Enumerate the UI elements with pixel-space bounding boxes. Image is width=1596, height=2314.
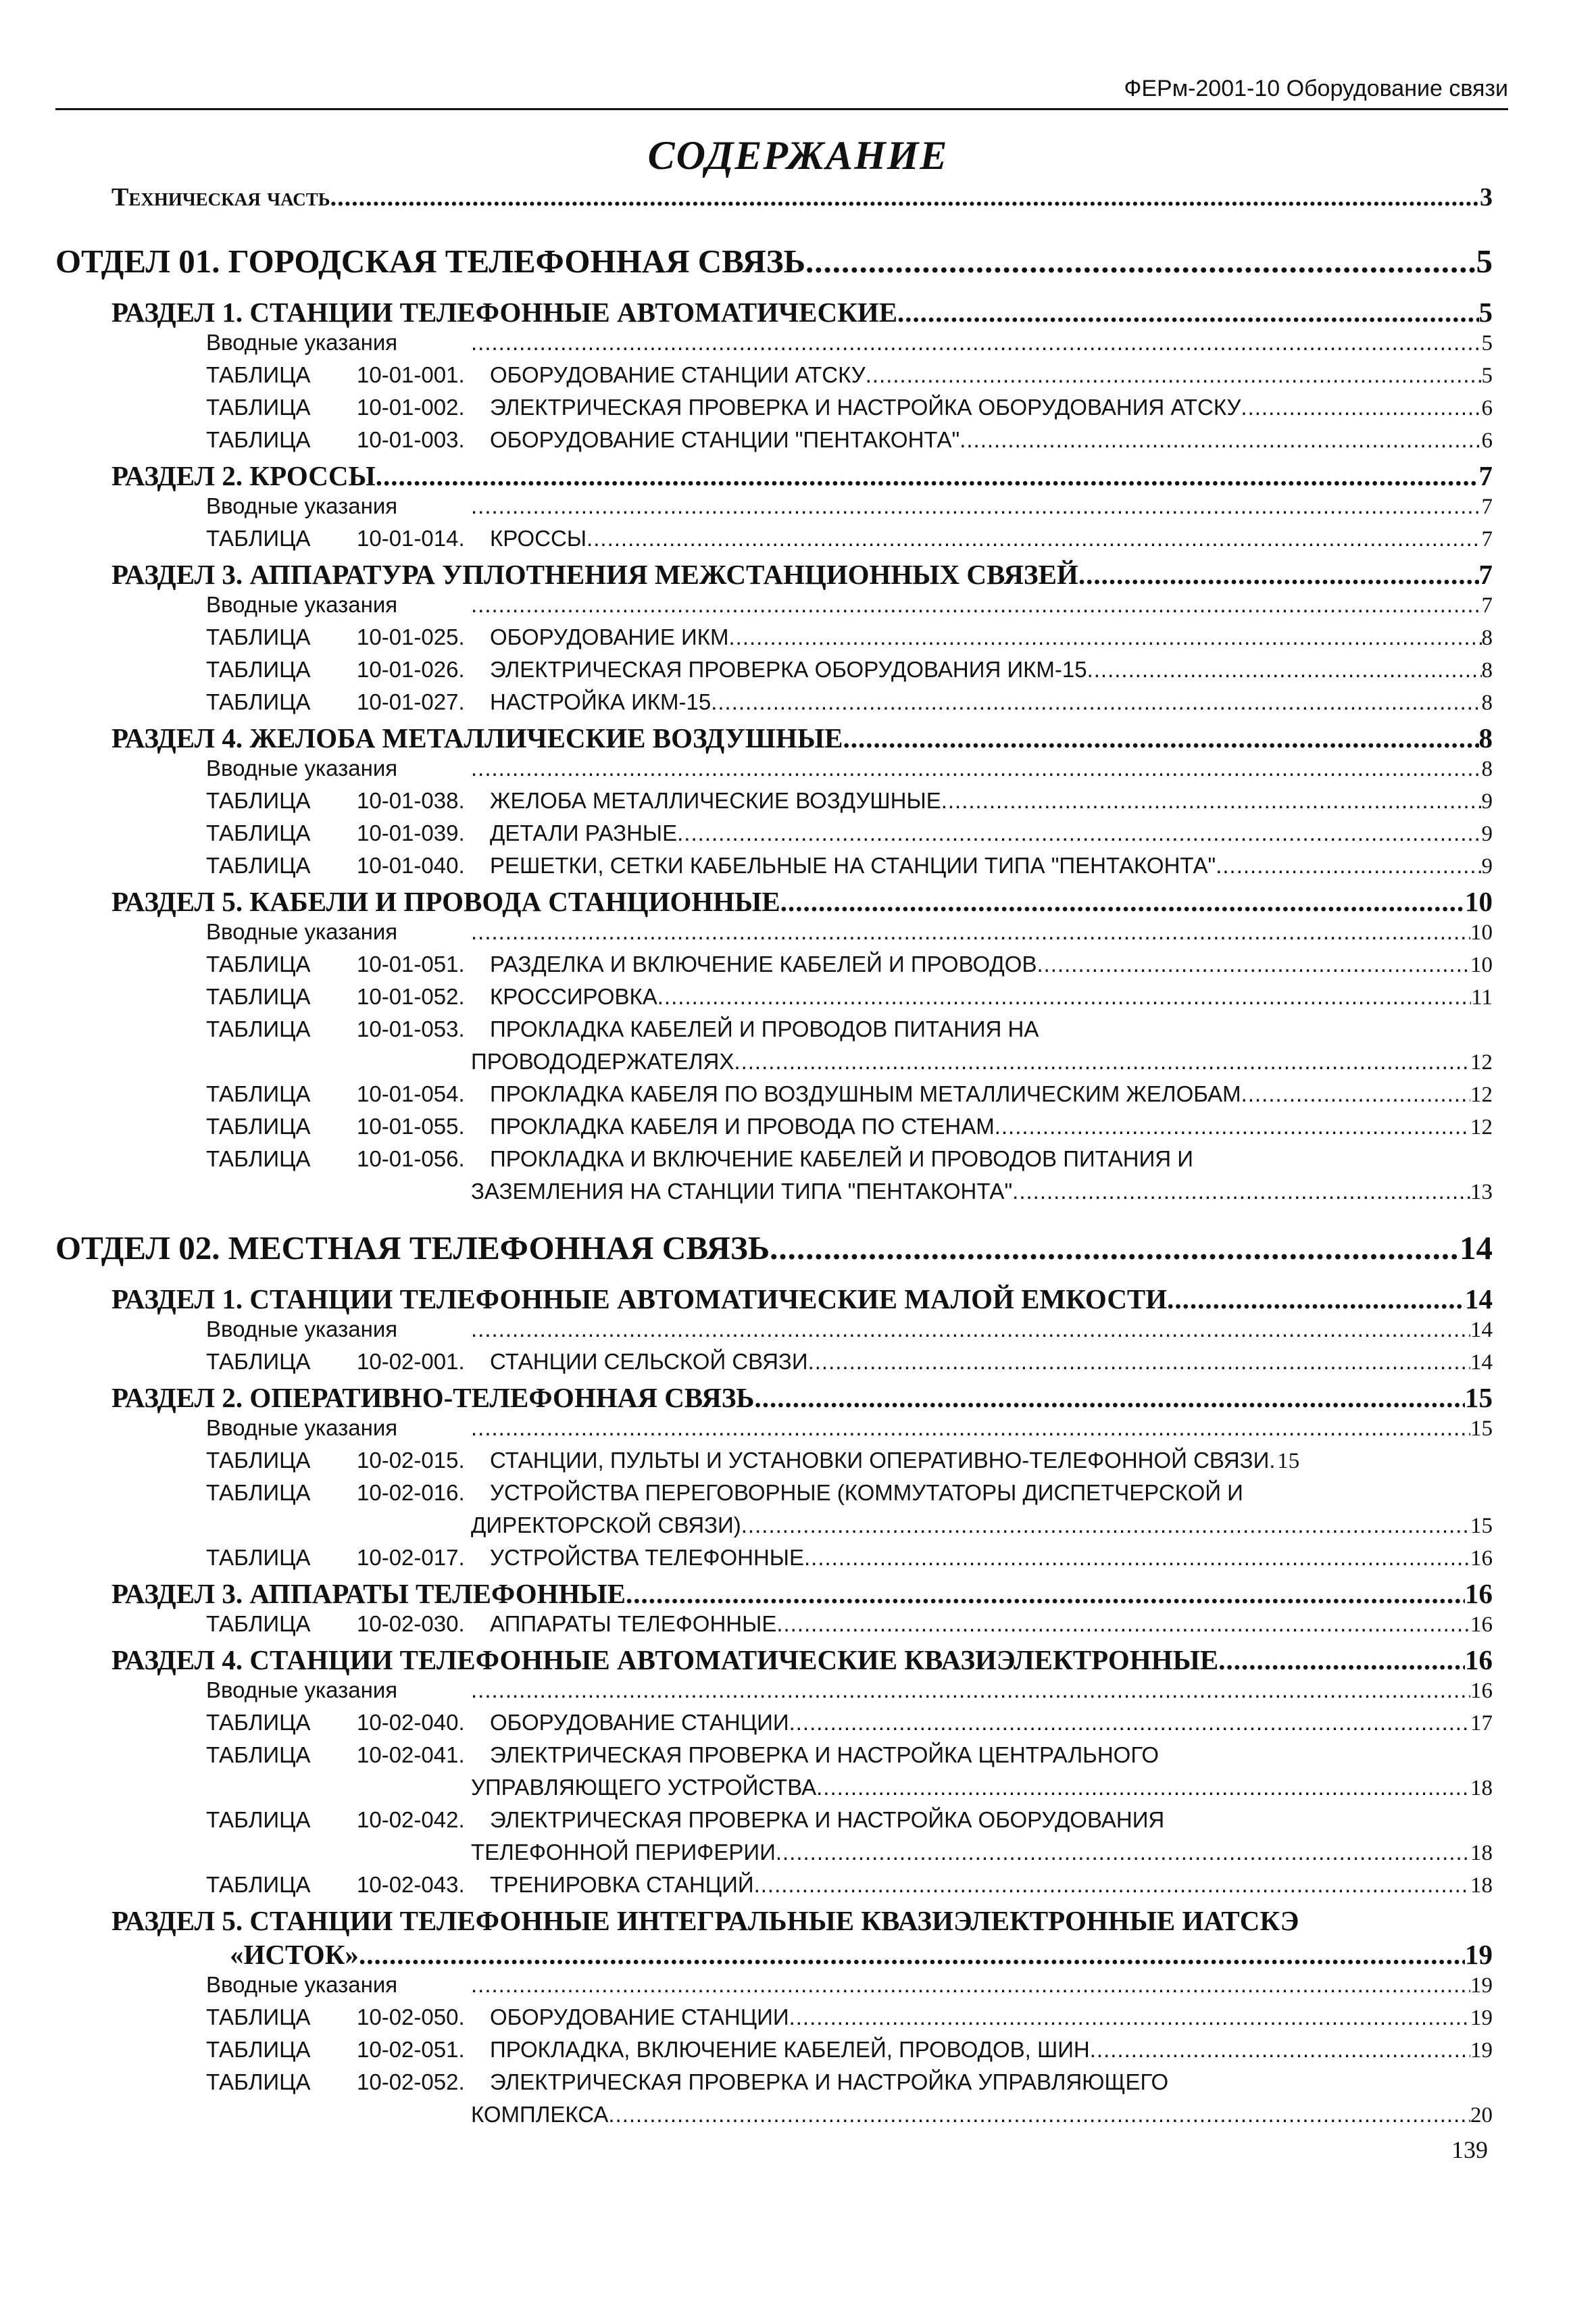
toc-page: 15	[1470, 1514, 1493, 1538]
toc-entry-continuation[interactable]	[471, 1775, 1493, 1807]
toc-page: 16	[1465, 1644, 1493, 1675]
toc-label: Вводные указания	[206, 493, 398, 518]
toc-page: 15	[1465, 1382, 1493, 1413]
toc-label: СТАНЦИИ, ПУЛЬТЫ И УСТАНОВКИ ОПЕРАТИВНО-ТЕЛЕФОННОЙ СВЯЗИ	[490, 1448, 1270, 1473]
toc-label: ОБОРУДОВАНИЕ СТАНЦИИ АТСКУ	[490, 362, 866, 387]
header-rule	[55, 108, 1508, 110]
toc-page: 5	[1476, 243, 1493, 280]
toc-razdel[interactable]	[111, 1644, 1493, 1677]
toc-entry-continuation[interactable]	[471, 2102, 1493, 2134]
toc-table-word: ТАБЛИЦА	[206, 1081, 311, 1106]
toc-label: ЭЛЕКТРИЧЕСКАЯ ПРОВЕРКА ОБОРУДОВАНИЯ ИКМ-15	[490, 657, 1087, 682]
leader-dots	[804, 1545, 1470, 1571]
toc-entry[interactable]	[206, 1742, 1493, 1775]
toc-page: 19	[1470, 2038, 1493, 2063]
toc-entry[interactable]	[206, 493, 1493, 526]
leader-dots	[376, 460, 1479, 492]
toc-table-number: 10-02-015.	[357, 1448, 465, 1473]
toc-page: 14	[1465, 1283, 1493, 1314]
toc-label: КРОССЫ	[490, 526, 587, 551]
toc-table-number: 10-01-054.	[357, 1081, 465, 1106]
toc-page: 8	[1481, 658, 1493, 683]
toc-table-word: ТАБЛИЦА	[206, 1545, 311, 1570]
toc-page: 7	[1481, 495, 1493, 519]
toc-entry[interactable]	[206, 756, 1493, 788]
toc-entry[interactable]	[206, 592, 1493, 624]
toc-entry[interactable]	[206, 395, 1493, 427]
toc-page: 7	[1481, 527, 1493, 551]
toc-entry[interactable]	[206, 1611, 1493, 1644]
toc-label: ДИРЕКТОРСКОЙ СВЯЗИ)	[471, 1512, 741, 1537]
toc-label: Вводные указания	[206, 592, 398, 617]
toc-table-word: ТАБЛИЦА	[206, 853, 311, 878]
toc-table-word: ТАБЛИЦА	[206, 395, 311, 420]
toc-label: ОБОРУДОВАНИЕ СТАНЦИИ "ПЕНТАКОНТА"	[490, 427, 960, 452]
toc-page: 14	[1470, 1350, 1493, 1375]
toc-label: «ИСТОК»	[230, 1939, 359, 1970]
toc-razdel-continuation[interactable]	[111, 1938, 1493, 1972]
toc-table-word: ТАБЛИЦА	[206, 1710, 311, 1735]
toc-label: РАЗДЕЛ 1. СТАНЦИИ ТЕЛЕФОННЫЕ АВТОМАТИЧЕСКИЕ МАЛОЙ ЕМКОСТИ	[111, 1283, 1168, 1314]
toc-label: РАЗДЕЛ 4. ЖЕЛОБА МЕТАЛЛИЧЕСКИЕ ВОЗДУШНЫЕ	[111, 722, 843, 754]
toc-entry[interactable]	[206, 984, 1493, 1016]
toc-page: 12	[1470, 1083, 1493, 1107]
leader-dots	[776, 1840, 1470, 1865]
toc-table-word: ТАБЛИЦА	[206, 984, 311, 1009]
toc-table-number: 10-01-039.	[357, 820, 465, 845]
toc-table-number: 10-02-016.	[357, 1480, 465, 1505]
toc-entry[interactable]	[206, 919, 1493, 952]
leader-dots	[657, 984, 1471, 1010]
toc-label: РАЗДЕЛ 5. СТАНЦИИ ТЕЛЕФОННЫЕ ИНТЕГРАЛЬНЫЕ КВАЗИЭЛЕКТРОННЫЕ ИАТСКЭ	[111, 1905, 1299, 1936]
toc-razdel[interactable]	[111, 885, 1493, 919]
toc-label: РАЗДЕЛ 1. СТАНЦИИ ТЕЛЕФОННЫЕ АВТОМАТИЧЕСКИЕ	[111, 297, 898, 328]
toc-label: Вводные указания	[206, 330, 398, 355]
toc-page: 16	[1470, 1679, 1493, 1703]
toc-entry-continuation[interactable]	[471, 1049, 1493, 1081]
toc-page: 11	[1471, 985, 1493, 1010]
table-of-contents	[0, 177, 1596, 2134]
toc-razdel[interactable]	[111, 558, 1493, 592]
leader-dots	[1037, 952, 1470, 977]
toc-page: 5	[1481, 331, 1493, 355]
toc-entry[interactable]	[206, 1807, 1493, 1840]
leader-dots	[995, 1114, 1470, 1139]
leader-dots	[330, 182, 1480, 212]
toc-table-word: ТАБЛИЦА	[206, 2004, 311, 2029]
leader-dots	[626, 1577, 1465, 1610]
toc-entry[interactable]	[206, 526, 1493, 558]
toc-entry-continuation[interactable]	[471, 1179, 1493, 1211]
toc-table-number: 10-01-055.	[357, 1114, 465, 1139]
toc-table-word: ТАБЛИЦА	[206, 2069, 311, 2094]
toc-page: 3	[1480, 183, 1493, 212]
leader-dots	[780, 885, 1465, 918]
toc-label: РАЗДЕЛ 3. АППАРАТУРА УПЛОТНЕНИЯ МЕЖСТАНЦИОННЫХ СВЯЗЕЙ	[111, 559, 1078, 590]
toc-label: НАСТРОЙКА ИКМ-15	[490, 689, 712, 714]
toc-page: 10	[1465, 886, 1493, 917]
toc-entry[interactable]	[206, 1081, 1493, 1114]
toc-table-number: 10-01-001.	[357, 362, 465, 387]
leader-dots	[1269, 1448, 1277, 1473]
leader-dots	[1218, 1644, 1465, 1676]
leader-dots	[843, 722, 1478, 754]
toc-label: ОБОРУДОВАНИЕ СТАНЦИИ	[490, 2004, 789, 2029]
toc-entry[interactable]	[206, 427, 1493, 460]
toc-entry[interactable]	[206, 1677, 1493, 1710]
toc-table-word: ТАБЛИЦА	[206, 952, 311, 977]
toc-page: 9	[1481, 854, 1493, 879]
toc-page: 15	[1277, 1449, 1300, 1473]
toc-entry[interactable]	[206, 1710, 1493, 1742]
toc-razdel[interactable]	[111, 296, 1493, 330]
toc-page: 8	[1478, 722, 1493, 754]
toc-page: 7	[1478, 559, 1493, 590]
leader-dots	[754, 1872, 1470, 1898]
toc-entry[interactable]	[206, 1114, 1493, 1146]
toc-table-word: ТАБЛИЦА	[206, 1611, 311, 1636]
page-title: СОДЕРЖАНИЕ	[647, 133, 949, 178]
toc-table-word: ТАБЛИЦА	[206, 1480, 311, 1505]
toc-page: 19	[1470, 1973, 1493, 1998]
toc-table-word: ТАБЛИЦА	[206, 1448, 311, 1473]
toc-label: Вводные указания	[206, 1316, 398, 1341]
toc-table-word: ТАБЛИЦА	[206, 657, 311, 682]
leader-dots	[770, 1229, 1460, 1267]
toc-entry[interactable]	[206, 1316, 1493, 1349]
leader-dots	[471, 919, 1470, 945]
toc-label: УСТРОЙСТВА ТЕЛЕФОННЫЕ	[490, 1545, 804, 1570]
toc-label: ПРОКЛАДКА И ВКЛЮЧЕНИЕ КАБЕЛЕЙ И ПРОВОДОВ ПИТАНИЯ И	[490, 1146, 1194, 1171]
leader-dots	[608, 2102, 1470, 2127]
toc-label: РАЗДЕЛКА И ВКЛЮЧЕНИЕ КАБЕЛЕЙ И ПРОВОДОВ	[490, 952, 1037, 977]
toc-table-word: ТАБЛИЦА	[206, 2037, 311, 2062]
toc-label: ОБОРУДОВАНИЕ ИКМ	[490, 624, 729, 649]
toc-table-word: ТАБЛИЦА	[206, 689, 311, 714]
toc-otdel-01[interactable]	[55, 242, 1493, 296]
toc-table-number: 10-02-051.	[357, 2037, 465, 2062]
toc-table-number: 10-02-042.	[357, 1807, 465, 1832]
toc-page: 7	[1481, 593, 1493, 618]
toc-page: 7	[1478, 460, 1493, 491]
toc-label: ТРЕНИРОВКА СТАНЦИЙ	[490, 1872, 754, 1897]
leader-dots	[734, 1049, 1470, 1075]
toc-page: 18	[1470, 1873, 1493, 1898]
leader-dots	[729, 624, 1482, 650]
toc-label: Вводные указания	[206, 919, 398, 944]
toc-entry[interactable]	[206, 2069, 1493, 2102]
leader-dots	[1216, 853, 1481, 879]
toc-label: ТЕЛЕФОННОЙ ПЕРИФЕРИИ	[471, 1840, 776, 1865]
toc-razdel[interactable]	[111, 1381, 1493, 1415]
toc-page: 15	[1470, 1417, 1493, 1441]
leader-dots	[897, 296, 1478, 328]
toc-label: ОБОРУДОВАНИЕ СТАНЦИИ	[490, 1710, 789, 1735]
toc-label: Вводные указания	[206, 1972, 398, 1997]
toc-label: ЖЕЛОБА МЕТАЛЛИЧЕСКИЕ ВОЗДУШНЫЕ	[490, 788, 941, 813]
toc-label: ПРОВОДОДЕРЖАТЕЛЯХ	[471, 1049, 734, 1074]
toc-entry[interactable]	[206, 1972, 1493, 2004]
toc-page: 18	[1470, 1841, 1493, 1865]
toc-table-word: ТАБЛИЦА	[206, 1807, 311, 1832]
toc-table-number: 10-02-017.	[357, 1545, 465, 1570]
toc-table-number: 10-02-041.	[357, 1742, 465, 1767]
toc-entry[interactable]	[206, 1016, 1493, 1049]
toc-entry[interactable]	[206, 362, 1493, 395]
toc-table-word: ТАБЛИЦА	[206, 1016, 311, 1041]
leader-dots	[805, 242, 1476, 280]
toc-label: Вводные указания	[206, 1415, 398, 1440]
toc-label: РАЗДЕЛ 2. КРОССЫ	[111, 460, 376, 491]
toc-entry[interactable]	[206, 657, 1493, 689]
toc-table-word: ТАБЛИЦА	[206, 427, 311, 452]
toc-page: 8	[1481, 691, 1493, 715]
leader-dots	[471, 1677, 1470, 1703]
toc-entry[interactable]	[206, 820, 1493, 853]
toc-page: 12	[1470, 1115, 1493, 1139]
toc-entry[interactable]	[206, 788, 1493, 820]
running-header: ФЕРм-2001-10 Оборудование связи	[1124, 76, 1508, 101]
toc-table-word: ТАБЛИЦА	[206, 362, 311, 387]
leader-dots	[1078, 558, 1479, 591]
toc-label: Вводные указания	[206, 1677, 398, 1702]
leader-dots	[866, 362, 1482, 388]
leader-dots	[789, 2004, 1470, 2030]
toc-label: РАЗДЕЛ 5. КАБЕЛИ И ПРОВОДА СТАНЦИОННЫЕ	[111, 886, 780, 917]
toc-tech-part[interactable]	[111, 182, 1493, 224]
page-number: 139	[1451, 2136, 1488, 2163]
leader-dots	[587, 526, 1481, 551]
leader-dots	[808, 1349, 1470, 1375]
toc-entry[interactable]	[206, 689, 1493, 722]
leader-dots	[471, 330, 1482, 355]
toc-page: 9	[1481, 822, 1493, 846]
leader-dots	[471, 1415, 1470, 1441]
toc-entry[interactable]	[206, 2037, 1493, 2069]
toc-page: 13	[1470, 1180, 1493, 1204]
toc-table-number: 10-02-052.	[357, 2069, 465, 2094]
toc-entry[interactable]	[206, 1146, 1493, 1179]
toc-label: ЭЛЕКТРИЧЕСКАЯ ПРОВЕРКА И НАСТРОЙКА ОБОРУДОВАНИЯ	[490, 1807, 1165, 1832]
toc-label: ЭЛЕКТРИЧЕСКАЯ ПРОВЕРКА И НАСТРОЙКА ОБОРУДОВАНИЯ АТСКУ	[490, 395, 1241, 420]
toc-razdel[interactable]	[111, 722, 1493, 756]
toc-label: РАЗДЕЛ 4. СТАНЦИИ ТЕЛЕФОННЫЕ АВТОМАТИЧЕСКИЕ КВАЗИЭЛЕКТРОННЫЕ	[111, 1644, 1219, 1675]
leader-dots	[789, 1710, 1470, 1736]
toc-table-word: ТАБЛИЦА	[206, 1349, 311, 1374]
toc-label: СТАНЦИИ СЕЛЬСКОЙ СВЯЗИ	[490, 1349, 808, 1374]
toc-label: Техническая часть	[111, 183, 330, 212]
toc-page: 16	[1465, 1578, 1493, 1609]
toc-page: 10	[1470, 953, 1493, 977]
leader-dots	[959, 427, 1481, 453]
toc-table-number: 10-01-025.	[357, 624, 465, 649]
toc-entry[interactable]	[206, 624, 1493, 657]
leader-dots	[1087, 657, 1482, 683]
toc-table-word: ТАБЛИЦА	[206, 1146, 311, 1171]
toc-table-number: 10-01-056.	[357, 1146, 465, 1171]
leader-dots	[471, 493, 1482, 519]
toc-page: 9	[1481, 789, 1493, 814]
leader-dots	[1241, 395, 1481, 420]
leader-dots	[677, 820, 1481, 846]
toc-entry[interactable]	[206, 1480, 1493, 1512]
toc-table-number: 10-02-001.	[357, 1349, 465, 1374]
toc-razdel[interactable]	[111, 1283, 1493, 1316]
toc-table-word: ТАБЛИЦА	[206, 526, 311, 551]
toc-table-number: 10-01-014.	[357, 526, 465, 551]
toc-razdel[interactable]	[111, 1904, 1493, 1938]
toc-table-number: 10-01-002.	[357, 395, 465, 420]
toc-table-word: ТАБЛИЦА	[206, 1872, 311, 1897]
leader-dots	[776, 1611, 1470, 1637]
leader-dots	[711, 689, 1481, 715]
toc-page: 5	[1478, 297, 1493, 328]
toc-razdel[interactable]	[111, 460, 1493, 493]
toc-page: 16	[1470, 1613, 1493, 1637]
toc-page: 19	[1465, 1939, 1493, 1970]
toc-page: 19	[1470, 2006, 1493, 2030]
toc-table-number: 10-01-003.	[357, 427, 465, 452]
toc-label: РАЗДЕЛ 3. АППАРАТЫ ТЕЛЕФОННЫЕ	[111, 1578, 626, 1609]
toc-entry[interactable]	[206, 1872, 1493, 1904]
leader-dots	[471, 1972, 1470, 1998]
toc-page: 12	[1470, 1050, 1493, 1075]
toc-label: ПРОКЛАДКА КАБЕЛЯ ПО ВОЗДУШНЫМ МЕТАЛЛИЧЕСКИМ ЖЕЛОБАМ	[490, 1081, 1241, 1106]
toc-table-word: ТАБЛИЦА	[206, 624, 311, 649]
toc-label: ЭЛЕКТРИЧЕСКАЯ ПРОВЕРКА И НАСТРОЙКА УПРАВЛЯЮЩЕГО	[490, 2069, 1169, 2094]
toc-page: 16	[1470, 1546, 1493, 1571]
leader-dots	[359, 1938, 1465, 1971]
toc-label: ПРОКЛАДКА КАБЕЛЕЙ И ПРОВОДОВ ПИТАНИЯ НА	[490, 1016, 1039, 1041]
toc-entry[interactable]	[206, 1349, 1493, 1381]
toc-label: КОМПЛЕКСА	[471, 2102, 609, 2127]
toc-entry-continuation[interactable]	[471, 1840, 1493, 1872]
toc-label: ОТДЕЛ 02. МЕСТНАЯ ТЕЛЕФОННАЯ СВЯЗЬ	[55, 1229, 770, 1266]
toc-table-word: ТАБЛИЦА	[206, 820, 311, 845]
toc-entry[interactable]	[206, 1545, 1493, 1577]
toc-table-word: ТАБЛИЦА	[206, 788, 311, 813]
toc-label: ДЕТАЛИ РАЗНЫЕ	[490, 820, 678, 845]
toc-table-number: 10-02-040.	[357, 1710, 465, 1735]
toc-table-word: ТАБЛИЦА	[206, 1114, 311, 1139]
toc-entry-continuation[interactable]	[471, 1512, 1493, 1545]
toc-page: 8	[1481, 757, 1493, 781]
toc-otdel-02[interactable]	[55, 1229, 1493, 1283]
toc-entry[interactable]	[206, 853, 1493, 885]
toc-entry[interactable]	[206, 330, 1493, 362]
leader-dots	[941, 788, 1482, 814]
toc-page: 5	[1481, 364, 1493, 388]
leader-dots	[754, 1381, 1465, 1414]
toc-entry[interactable]	[206, 952, 1493, 984]
toc-page: 14	[1470, 1318, 1493, 1342]
toc-table-number: 10-02-050.	[357, 2004, 465, 2029]
toc-label: ЗАЗЕМЛЕНИЯ НА СТАНЦИИ ТИПА "ПЕНТАКОНТА"	[471, 1179, 1013, 1204]
toc-label: УПРАВЛЯЮЩЕГО УСТРОЙСТВА	[471, 1775, 817, 1800]
toc-page: 18	[1470, 1776, 1493, 1800]
toc-label: КРОССИРОВКА	[490, 984, 657, 1009]
toc-table-number: 10-01-038.	[357, 788, 465, 813]
toc-table-number: 10-01-053.	[357, 1016, 465, 1041]
toc-razdel[interactable]	[111, 1577, 1493, 1611]
leader-dots	[1167, 1283, 1465, 1315]
toc-label: ПРОКЛАДКА КАБЕЛЯ И ПРОВОДА ПО СТЕНАМ	[490, 1114, 995, 1139]
leader-dots	[1090, 2037, 1470, 2063]
leader-dots	[1241, 1081, 1470, 1107]
toc-entry[interactable]	[206, 2004, 1493, 2037]
toc-label: АППАРАТЫ ТЕЛЕФОННЫЕ	[490, 1611, 777, 1636]
toc-table-number: 10-01-027.	[357, 689, 465, 714]
toc-table-number: 10-02-030.	[357, 1611, 465, 1636]
toc-label: УСТРОЙСТВА ПЕРЕГОВОРНЫЕ (КОММУТАТОРЫ ДИСПЕТЧЕРСКОЙ И	[490, 1480, 1243, 1505]
leader-dots	[471, 756, 1482, 781]
leader-dots	[741, 1512, 1470, 1538]
toc-label: Вводные указания	[206, 756, 398, 781]
toc-label: РАЗДЕЛ 2. ОПЕРАТИВНО-ТЕЛЕФОННАЯ СВЯЗЬ	[111, 1382, 755, 1413]
toc-page: 14	[1460, 1229, 1493, 1266]
toc-entry[interactable]	[206, 1448, 1493, 1480]
toc-page: 17	[1470, 1711, 1493, 1736]
leader-dots	[471, 1316, 1470, 1342]
toc-label: ПРОКЛАДКА, ВКЛЮЧЕНИЕ КАБЕЛЕЙ, ПРОВОДОВ, ШИН	[490, 2037, 1090, 2062]
leader-dots	[471, 592, 1482, 618]
toc-table-word: ТАБЛИЦА	[206, 1742, 311, 1767]
toc-table-number: 10-01-040.	[357, 853, 465, 878]
toc-label: ОТДЕЛ 01. ГОРОДСКАЯ ТЕЛЕФОННАЯ СВЯЗЬ	[55, 243, 805, 280]
toc-table-number: 10-01-051.	[357, 952, 465, 977]
toc-table-number: 10-02-043.	[357, 1872, 465, 1897]
toc-table-number: 10-01-026.	[357, 657, 465, 682]
leader-dots	[1012, 1179, 1470, 1204]
toc-page: 10	[1470, 920, 1493, 945]
toc-page: 6	[1481, 396, 1493, 420]
toc-entry[interactable]	[206, 1415, 1493, 1448]
toc-table-number: 10-01-052.	[357, 984, 465, 1009]
toc-page: 20	[1470, 2103, 1493, 2127]
leader-dots	[816, 1775, 1470, 1800]
toc-label: ЭЛЕКТРИЧЕСКАЯ ПРОВЕРКА И НАСТРОЙКА ЦЕНТРАЛЬНОГО	[490, 1742, 1159, 1767]
toc-page: 6	[1481, 428, 1493, 453]
toc-label: РЕШЕТКИ, СЕТКИ КАБЕЛЬНЫЕ НА СТАНЦИИ ТИПА "ПЕНТАКОНТА"	[490, 853, 1216, 878]
toc-page: 8	[1481, 626, 1493, 650]
